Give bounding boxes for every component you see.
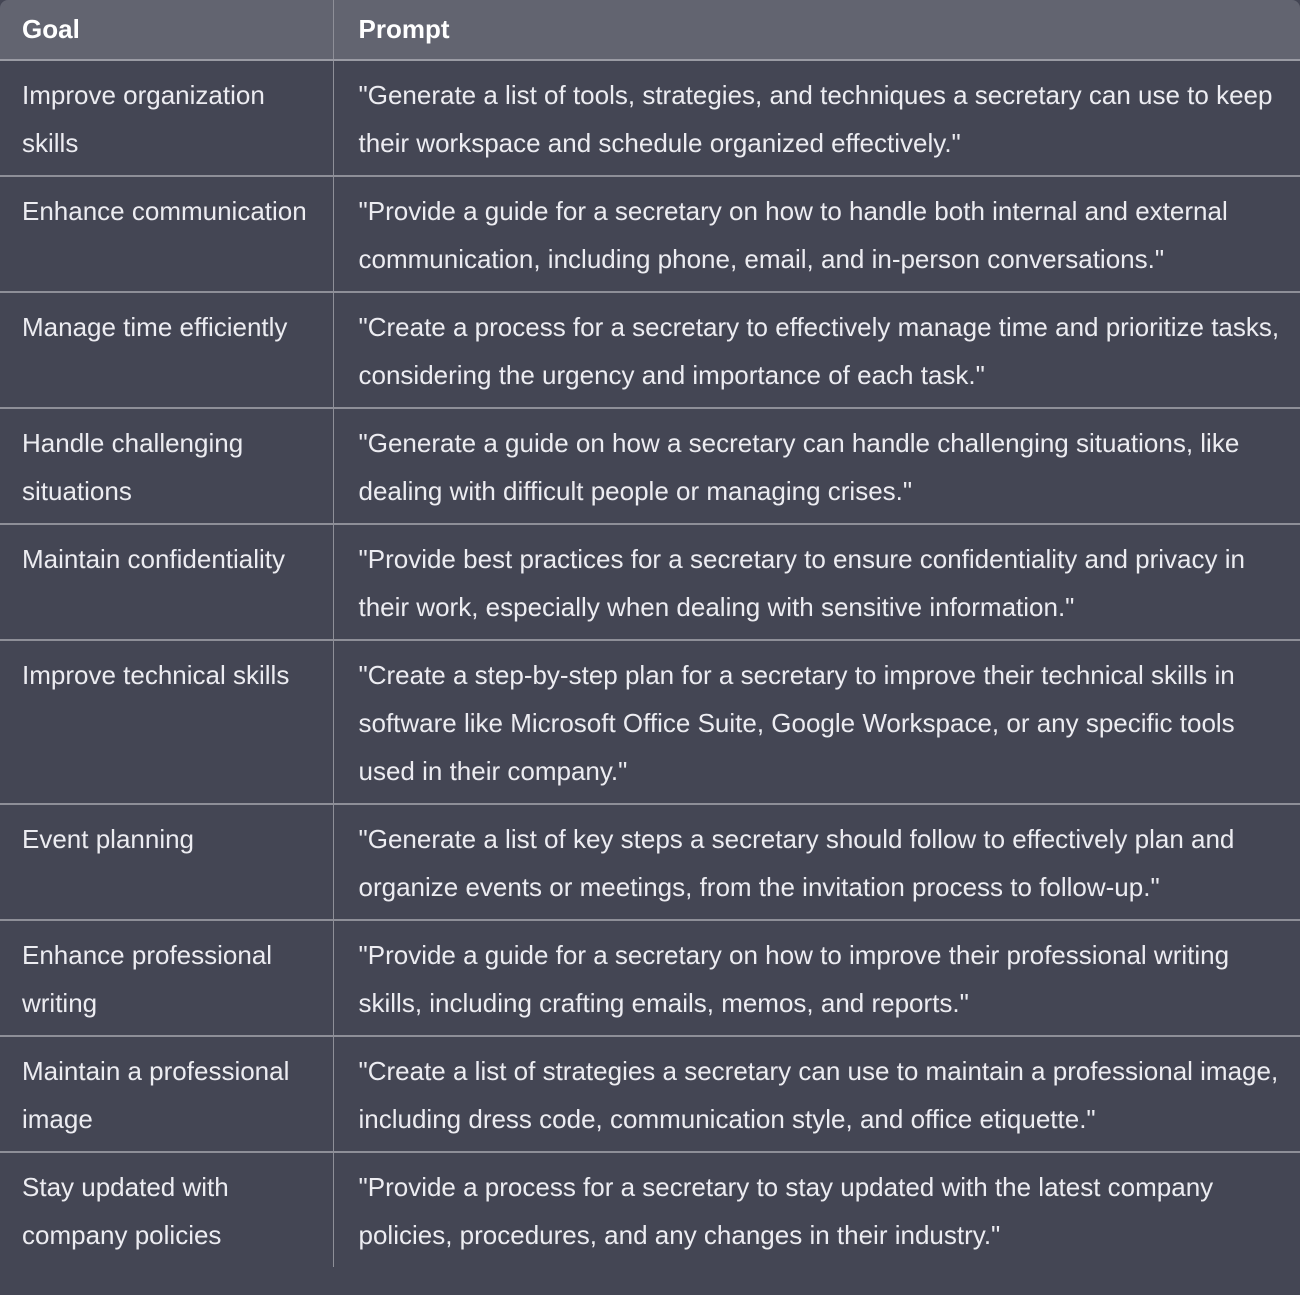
table-row [0,524,1300,640]
prompt-cell: "Create a list of strategies a secretary can use to maintain a professional image, including dress code, communication style, and office etiquette." [333,1036,1300,1152]
goal-cell: Event planning [0,804,333,920]
goal-cell: Maintain a professional image [0,1036,333,1152]
header-prompt: Prompt [333,0,1300,60]
goal-cell: Enhance professional writing [0,920,333,1036]
prompt-cell: "Generate a guide on how a secretary can handle challenging situations, like dealing with difficult people or managing crises." [333,408,1300,524]
table-header [0,0,1300,60]
prompt-cell: "Provide best practices for a secretary to ensure confidentiality and privacy in their work, especially when dealing with sensitive information." [333,524,1300,640]
table-row [0,60,1300,176]
goal-cell: Maintain confidentiality [0,524,333,640]
table-row [0,176,1300,292]
prompt-cell: "Provide a process for a secretary to stay updated with the latest company policies, procedures, and any changes in their industry." [358,1172,1214,1250]
table-row [0,1152,1300,1267]
prompt-cell: "Generate a list of key steps a secretary should follow to effectively plan and organize events or meetings, from the invitation process to follow-up." [333,804,1300,920]
goal-cell: Improve technical skills [0,640,333,804]
table-row [0,292,1300,408]
prompt-cell: "Create a step-by-step plan for a secretary to improve their technical skills in software like Microsoft Office Suite, Google Workspace, or any specific tools used in their company." [333,640,1300,804]
prompt-cell: "Provide a guide for a secretary on how to handle both internal and external communication, including phone, email, and in-person conversations." [333,176,1300,292]
goal-cell: Improve organization skills [0,60,333,176]
goal-cell: Enhance communication [0,176,333,292]
table-row [0,640,1300,804]
prompt-cell: "Provide a guide for a secretary on how to improve their professional writing skills, including crafting emails, memos, and reports." [333,920,1300,1036]
table-row [0,804,1300,920]
table-row [0,1036,1300,1152]
table-row [0,408,1300,524]
header-row [0,0,1300,60]
table-body [0,60,1300,1267]
goal-cell: Manage time efficiently [0,292,333,408]
table-row [0,920,1300,1036]
prompt-cell: "Generate a list of tools, strategies, and techniques a secretary can use to keep their workspace and schedule organized effectively." [333,60,1300,176]
header-goal: Goal [0,0,333,60]
goal-cell: Handle challenging situations [0,408,333,524]
goal-cell: Stay updated with company policies [0,1152,333,1267]
prompt-cell: "Create a process for a secretary to effectively manage time and prioritize tasks, considering the urgency and importance of each task." [333,292,1300,408]
